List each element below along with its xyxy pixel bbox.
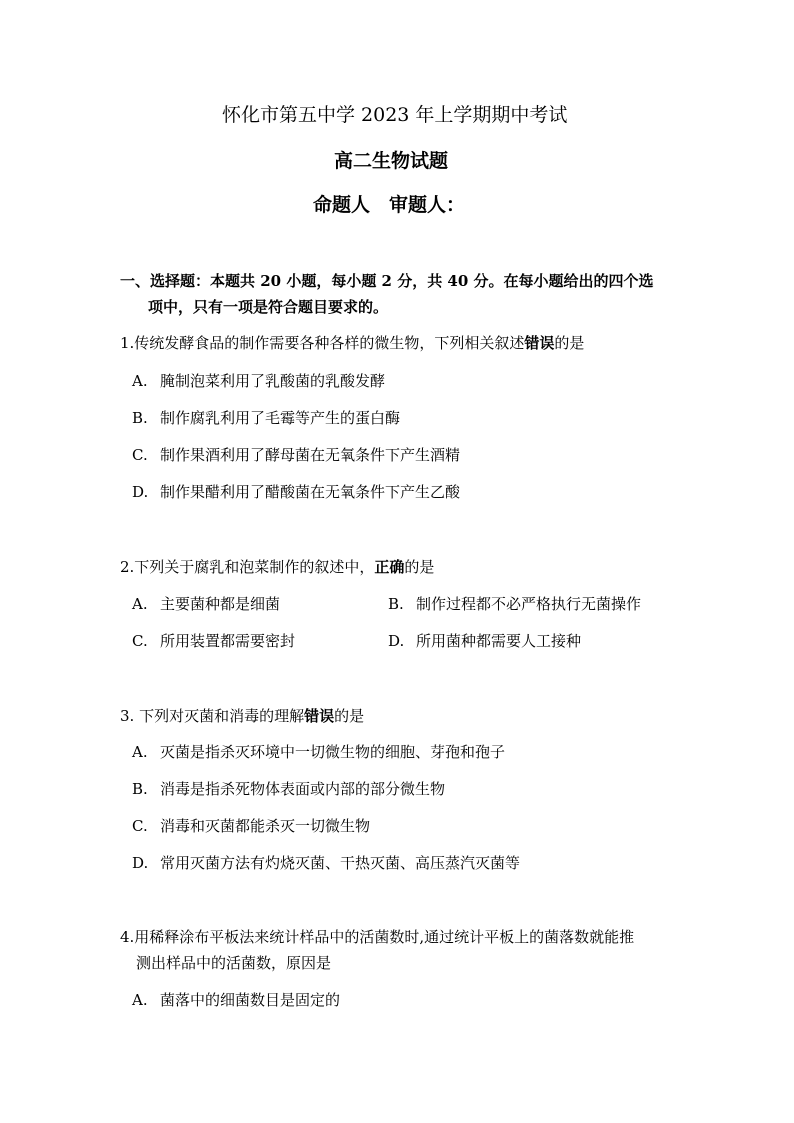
question-1-option-a: [132, 370, 385, 391]
option-text: 消毒和灭菌都能杀灭一切微生物: [160, 817, 371, 835]
option-label: A.: [132, 595, 148, 613]
option-text: 制作腐乳利用了毛霉等产生的蛋白酶: [160, 409, 401, 427]
option-text: 主要菌种都是细菌: [160, 595, 281, 613]
question-1-option-d: [132, 481, 460, 502]
section-heading-line2: 项中，只有一项是符合题目要求的。: [148, 298, 389, 316]
option-label: A.: [132, 372, 148, 390]
question-emphasis: 正确: [374, 558, 405, 576]
question-2-option-a: [132, 593, 280, 614]
exam-title: 怀化市第五中学 2023 年上学期期中考试: [222, 104, 568, 126]
option-text: 消毒是指杀死物体表面或内部的部分微生物: [160, 780, 446, 798]
question-2-option-d: [388, 630, 581, 651]
question-3-option-c: [132, 815, 370, 836]
option-label: D.: [132, 854, 149, 872]
option-text: 制作过程都不必严格执行无菌操作: [416, 595, 642, 613]
option-label: B.: [388, 595, 404, 613]
option-text: 制作果酒利用了酵母菌在无氧条件下产生酒精: [160, 446, 461, 464]
question-4-stem-line2: 测出样品中的活菌数，原因是: [136, 954, 332, 972]
question-1-option-b: [132, 407, 400, 428]
question-stem-text: 1.传统发酵食品的制作需要各种各样的微生物，下列相关叙述: [120, 334, 525, 352]
option-text: 制作果醋利用了醋酸菌在无氧条件下产生乙酸: [160, 483, 461, 501]
question-3-option-d: [132, 852, 520, 873]
option-text: 灭菌是指杀灭环境中一切微生物的细胞、芽孢和孢子: [160, 743, 506, 761]
question-2-stem: [120, 556, 434, 577]
question-2-option-b: [388, 593, 641, 614]
question-emphasis: 错误: [304, 707, 335, 725]
question-3-option-a: [132, 741, 505, 762]
question-stem-text: 的是: [334, 707, 365, 725]
option-text: 腌制泡菜利用了乳酸菌的乳酸发酵: [160, 372, 386, 390]
option-label: C.: [132, 446, 148, 464]
option-label: D.: [132, 483, 149, 501]
question-3-option-b: [132, 778, 445, 799]
authors-line: 命题人 审题人：: [313, 194, 466, 216]
option-text: 所用菌种都需要人工接种: [416, 632, 582, 650]
question-3-stem: [120, 705, 364, 726]
option-label: A.: [132, 743, 148, 761]
option-label: B.: [132, 409, 148, 427]
subject-title: 高二生物试题: [334, 150, 449, 172]
option-label: B.: [132, 780, 148, 798]
section-heading-line1: 一、选择题：本题共 20 小题，每小题 2 分，共 40 分。在每小题给出的四个选: [120, 272, 654, 290]
question-emphasis: 错误: [524, 334, 555, 352]
option-text: 所用装置都需要密封: [160, 632, 296, 650]
option-label: D.: [388, 632, 405, 650]
option-label: C.: [132, 632, 148, 650]
question-4-stem-line1: 4.用稀释涂布平板法来统计样品中的活菌数时,通过统计平板上的菌落数就能推: [120, 928, 635, 946]
question-4-option-a: [132, 989, 340, 1010]
question-stem-text: 的是: [554, 334, 585, 352]
question-stem-text: 3. 下列对灭菌和消毒的理解: [120, 707, 305, 725]
option-text: 常用灭菌方法有灼烧灭菌、干热灭菌、高压蒸汽灭菌等: [160, 854, 521, 872]
option-text: 菌落中的细菌数目是固定的: [160, 991, 341, 1009]
question-stem-text: 的是: [404, 558, 435, 576]
question-1-stem: [120, 332, 584, 353]
option-label: A.: [132, 991, 148, 1009]
question-2-option-c: [132, 630, 295, 651]
question-stem-text: 2.下列关于腐乳和泡菜制作的叙述中，: [120, 558, 375, 576]
question-1-option-c: [132, 444, 460, 465]
option-label: C.: [132, 817, 148, 835]
